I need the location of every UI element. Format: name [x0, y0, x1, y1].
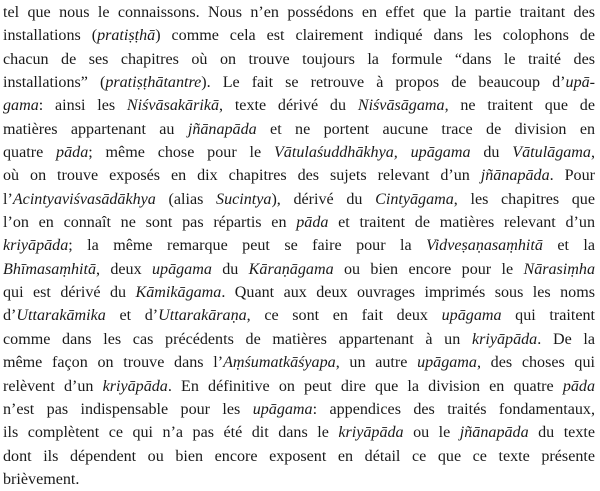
- italic-term: pāda: [56, 144, 89, 162]
- italic-term: kriyāpāda: [338, 424, 404, 442]
- italic-term: Kāraṇāgama: [248, 260, 334, 278]
- text-run: brièvement.: [3, 470, 80, 488]
- text-run: tel que nous le connaissons. Nous n’en possédons en effet que la partie traitant des: [3, 4, 595, 21]
- text-run: dont ils dépendent ou bien encore exposent en détail ce que ce texte présente: [3, 447, 595, 465]
- text-run: qui est dérivé du: [3, 284, 136, 302]
- italic-term: upāgama: [151, 260, 212, 278]
- body-paragraph: [3, 1, 595, 491]
- text-run: : appendices des traités fondamentaux,: [312, 400, 595, 418]
- text-run: du texte: [528, 424, 595, 442]
- text-run: , ne traitent que de: [444, 97, 595, 115]
- text-run: . En définitive on peut dire que la division en quatre: [167, 377, 563, 395]
- text-line: [3, 118, 595, 141]
- text-line: [3, 234, 595, 257]
- text-run: l’on en connaît ne sont pas répartis en: [3, 214, 297, 232]
- text-run: même façon on trouve dans l’: [3, 354, 224, 372]
- text-line: [3, 141, 595, 164]
- text-line: [3, 281, 595, 304]
- text-run: matières appartenant au: [3, 120, 188, 138]
- text-run: d’: [3, 307, 17, 325]
- text-run: du: [470, 144, 513, 162]
- text-run: , texte dérivé du: [219, 97, 358, 115]
- italic-term: Niśvāsāgama: [357, 97, 445, 115]
- italic-term: Uttarakāmika: [16, 307, 106, 325]
- text-line: [3, 24, 595, 47]
- text-line: [3, 258, 595, 281]
- italic-term: Vidveṣaṇasaṃhitā: [426, 237, 543, 255]
- text-run: ) comme cela est clairement indiqué dans les colophons de: [155, 27, 595, 45]
- text-line: [3, 468, 595, 491]
- italic-term: Kāmikāgama: [135, 284, 222, 302]
- italic-term: Nārasiṃha: [523, 260, 595, 278]
- italic-term: pratiṣṭhā: [97, 27, 156, 45]
- text-run: n’est pas indispensable pour les: [3, 400, 253, 418]
- text-run: ), dérivé du: [271, 190, 376, 208]
- text-run: ). Le fait se retrouve à propos de beaucoup d’: [201, 74, 566, 92]
- text-line: [3, 188, 595, 211]
- text-line: [3, 304, 595, 327]
- italic-term: Cintyāgama: [375, 190, 454, 208]
- text-run: l’: [3, 190, 13, 208]
- italic-term: pratiṣṭhātantre: [105, 74, 202, 92]
- text-run: relèvent d’un: [3, 377, 103, 395]
- italic-term: upāgama: [441, 307, 502, 325]
- text-run: et d’: [105, 307, 159, 325]
- italic-term: jñānapāda: [480, 167, 550, 185]
- italic-term: jñānapāda: [187, 120, 257, 138]
- text-run: qui traitent: [501, 307, 595, 325]
- italic-term: pāda: [562, 377, 595, 395]
- text-line: [3, 375, 595, 398]
- text-line: [3, 164, 595, 187]
- italic-term: upā-: [565, 74, 596, 92]
- italic-term: Sucintya: [216, 190, 272, 208]
- text-line: [3, 1, 595, 24]
- text-run: . De la: [537, 330, 596, 348]
- text-run: ou le: [403, 424, 460, 442]
- text-run: où on trouve exposés en dix chapitres des sujets relevant d’un: [3, 167, 481, 185]
- text-run: ; même chose pour le: [88, 144, 274, 162]
- text-run: et la: [542, 237, 595, 255]
- italic-term: kriyāpāda: [3, 237, 69, 255]
- text-line: [3, 211, 595, 234]
- text-line: [3, 351, 595, 374]
- text-line: [3, 398, 595, 421]
- text-run: , ce sont en fait deux: [246, 307, 442, 325]
- italic-term: Niśvāsakārikā: [126, 97, 220, 115]
- italic-term: Uttarakāraṇa: [158, 307, 247, 325]
- italic-term: Bhīmasaṃhitā: [3, 260, 96, 278]
- text-line: [3, 445, 595, 468]
- text-line: [3, 421, 595, 444]
- text-line: [3, 48, 595, 71]
- italic-term: Acintyaviśvasādākhya: [12, 190, 156, 208]
- text-line: [3, 328, 595, 351]
- text-run: chacun de ses chapitres où on trouve toujours la formule “dans le traité des: [3, 50, 595, 68]
- text-run: , les chapitres que: [453, 190, 595, 208]
- italic-term: Vātulaśuddhākhya, upāgama: [273, 144, 471, 162]
- text-run: et ne portent aucune trace de division en: [256, 120, 596, 138]
- text-run: comme dans les cas précédents de matières appartenant à un: [3, 330, 472, 348]
- text-run: . Quant aux deux ouvrages imprimés sous les noms: [221, 284, 595, 302]
- text-run: installations” (: [3, 74, 106, 92]
- text-run: quatre: [3, 144, 57, 162]
- italic-term: gama: [3, 97, 39, 115]
- text-run: ,: [590, 144, 596, 162]
- text-run: ; la même remarque peut se faire pour la: [68, 237, 427, 255]
- text-run: du: [211, 260, 249, 278]
- italic-term: Vātulāgama: [512, 144, 591, 162]
- italic-term: Aṃśumatkāśyapa: [223, 354, 336, 372]
- text-run: ou bien encore pour le: [333, 260, 524, 278]
- text-run: (alias: [155, 190, 217, 208]
- italic-term: kriyāpāda: [102, 377, 168, 395]
- italic-term: pāda: [296, 214, 329, 232]
- italic-term: upāgama: [417, 354, 477, 372]
- text-run: ils complètent ce qui n’a pas été dit dans le: [3, 424, 339, 442]
- text-run: , des choses qui: [476, 354, 595, 372]
- text-run: . Pour: [549, 167, 595, 185]
- text-run: , deux: [96, 260, 152, 278]
- text-run: , un autre: [335, 354, 418, 372]
- text-run: et traitent de matières relevant d’un: [328, 214, 595, 232]
- text-line: [3, 94, 595, 117]
- italic-term: jñānapāda: [459, 424, 529, 442]
- text-run: installations (: [3, 27, 98, 45]
- italic-term: kriyāpāda: [471, 330, 538, 348]
- text-run: : ainsi les: [38, 97, 127, 115]
- text-line: [3, 71, 595, 94]
- italic-term: upāgama: [252, 400, 313, 418]
